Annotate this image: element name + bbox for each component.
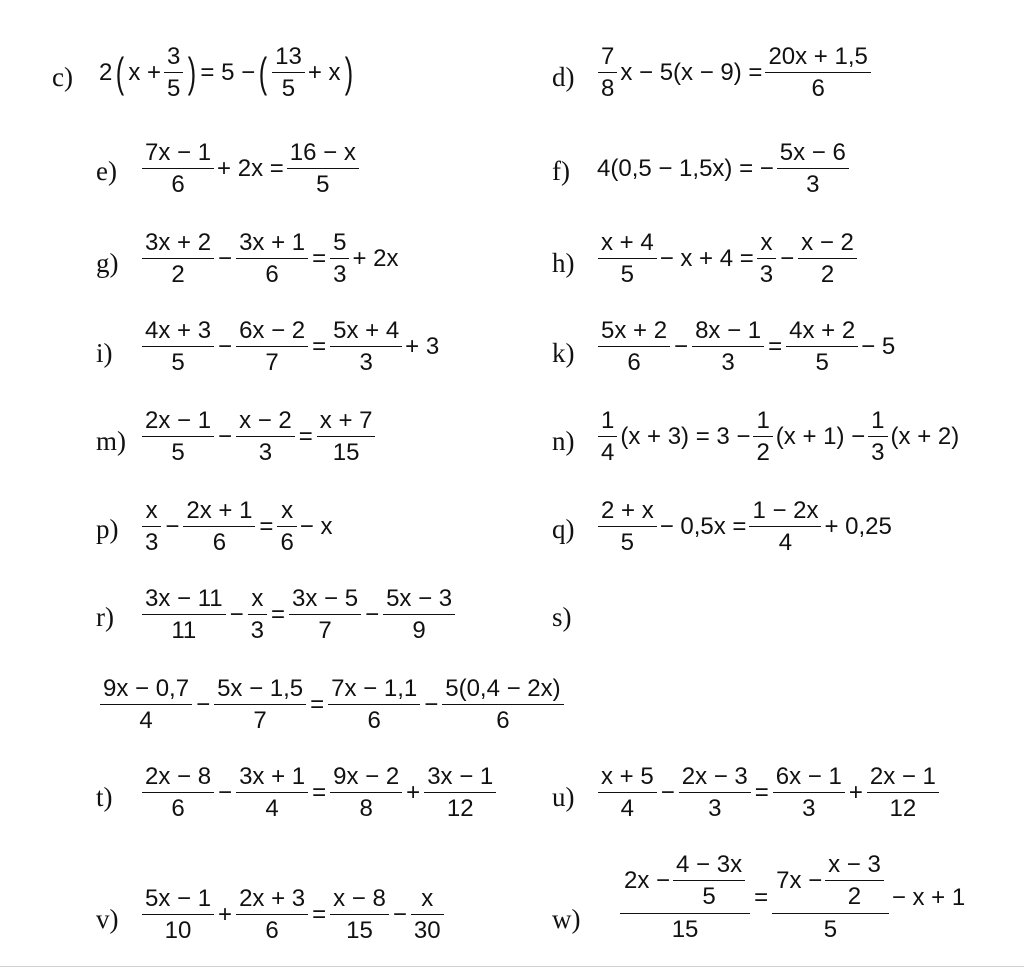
- operator: −: [196, 691, 211, 719]
- numerator: 2 + x: [601, 497, 654, 524]
- label-h: h): [552, 248, 575, 278]
- denominator: 5: [786, 346, 858, 376]
- term: − x + 1: [891, 883, 966, 911]
- operator: −: [229, 601, 244, 629]
- denominator: 6: [277, 526, 296, 556]
- term: 2: [99, 59, 113, 87]
- label-r: r): [96, 602, 114, 632]
- fraction: [777, 140, 849, 199]
- equation-h: [596, 230, 859, 289]
- label-v: v): [96, 904, 119, 934]
- numerator: 2x − 1: [869, 763, 936, 790]
- denominator: 3: [330, 258, 349, 288]
- label-t: t): [96, 782, 113, 812]
- fraction: [248, 586, 267, 645]
- term: + 2x =: [217, 155, 284, 183]
- numerator: 6x − 2: [239, 317, 306, 344]
- operator: −: [165, 513, 180, 541]
- numerator: x: [421, 885, 434, 912]
- fraction: [287, 140, 359, 199]
- denominator: 15: [317, 436, 376, 466]
- numerator: 7x − 1: [145, 139, 212, 166]
- fraction: [383, 586, 455, 645]
- equation-s: [98, 676, 566, 735]
- denominator: 6: [598, 346, 670, 376]
- label-n: n): [552, 426, 575, 456]
- equation-e: [140, 140, 361, 199]
- numerator: 5x + 2: [601, 317, 668, 344]
- numerator: 4x + 2: [789, 317, 856, 344]
- numerator: 4x + 3: [145, 317, 212, 344]
- operator: −: [218, 779, 233, 807]
- term: − x + 4 =: [659, 245, 754, 273]
- numerator: 3x − 5: [292, 585, 359, 612]
- numerator: 13: [275, 43, 302, 70]
- fraction: [214, 676, 306, 735]
- denominator: 5: [598, 526, 657, 556]
- fraction: [236, 764, 308, 823]
- term: − 5: [861, 333, 896, 361]
- term: + 2x: [352, 245, 399, 273]
- operator: =: [312, 779, 327, 807]
- denominator: 5: [287, 168, 359, 198]
- fraction: [142, 886, 214, 945]
- numerator: 7: [601, 43, 615, 70]
- equation-g: [140, 230, 400, 289]
- numerator: 8x − 1: [695, 317, 762, 344]
- numerator: 2x − 8: [145, 763, 212, 790]
- fraction: [236, 408, 295, 467]
- fraction: [142, 764, 214, 823]
- term: 4(0,5 − 1,5x) = −: [597, 155, 774, 183]
- numerator: 3: [167, 43, 181, 70]
- denominator: 3: [773, 792, 845, 822]
- denominator: 6: [142, 168, 214, 198]
- equation-q: [596, 498, 893, 557]
- numerator: x + 4: [601, 229, 654, 256]
- numerator: x: [760, 229, 773, 256]
- operator: −: [365, 601, 380, 629]
- label-p: p): [96, 514, 119, 544]
- term: + 3: [405, 333, 440, 361]
- denominator: 7: [289, 614, 361, 644]
- numerator: 1 − 2x: [752, 497, 819, 524]
- denominator: 3: [236, 436, 295, 466]
- fraction: [673, 852, 745, 911]
- operator: =: [310, 691, 325, 719]
- operator: =: [312, 901, 327, 929]
- fraction: [867, 764, 939, 823]
- denominator: 5: [142, 346, 214, 376]
- numerator: 9x − 2: [333, 763, 400, 790]
- numerator: 3x + 1: [239, 763, 306, 790]
- numerator: 1: [756, 407, 770, 434]
- operator: −: [674, 333, 689, 361]
- paren: (: [116, 49, 125, 97]
- denominator: 5: [272, 72, 305, 102]
- operator: +: [406, 779, 421, 807]
- fraction: [598, 318, 670, 377]
- fraction: [142, 140, 214, 199]
- term: + 0,25: [824, 513, 892, 541]
- term: 7x −: [776, 867, 823, 895]
- label-i: i): [96, 338, 113, 368]
- equation-r: [140, 586, 457, 645]
- denominator: 6: [328, 704, 420, 734]
- paren: (: [258, 49, 268, 97]
- denominator: 3: [679, 792, 751, 822]
- numerator: 16 − x: [289, 139, 356, 166]
- fraction: [753, 408, 772, 467]
- page-bottom-edge: [0, 966, 1024, 967]
- denominator: 6: [183, 526, 255, 556]
- term: − x: [299, 513, 333, 541]
- fraction: [317, 408, 376, 467]
- numerator: 5x − 1,5: [217, 675, 304, 702]
- operator: =: [298, 423, 313, 451]
- denominator: 7: [214, 704, 306, 734]
- equation-p: [140, 498, 333, 557]
- fraction: [277, 498, 296, 557]
- numerator: x − 8: [333, 885, 386, 912]
- label-u: u): [552, 782, 575, 812]
- denominator: 3: [142, 526, 161, 556]
- denominator: 3: [777, 168, 849, 198]
- operator: −: [392, 901, 407, 929]
- denominator: 2: [825, 880, 884, 910]
- equation-d: [596, 44, 873, 103]
- numerator: x + 7: [319, 407, 373, 434]
- fraction: [749, 498, 821, 557]
- operator: +: [218, 901, 233, 929]
- fraction: [272, 44, 305, 103]
- fraction: [142, 586, 226, 645]
- term: + x: [307, 59, 341, 87]
- numerator: 4 − 3x: [676, 851, 743, 878]
- fraction: [598, 230, 657, 289]
- fraction: [330, 886, 389, 945]
- numerator: 20x + 1,5: [768, 43, 868, 70]
- operator: −: [218, 245, 233, 273]
- label-d: d): [552, 62, 575, 92]
- fraction: [765, 44, 870, 103]
- fraction: [773, 764, 845, 823]
- numerator: x − 2: [239, 407, 292, 434]
- numerator: 5x + 4: [333, 317, 400, 344]
- fraction: [330, 230, 349, 289]
- fraction: [164, 44, 183, 103]
- operator: =: [312, 333, 327, 361]
- denominator: 2: [142, 258, 214, 288]
- fraction: [142, 230, 214, 289]
- fraction: [236, 886, 308, 945]
- equation-n: [596, 408, 960, 467]
- denominator: 15: [620, 913, 750, 943]
- denominator: 6: [236, 914, 308, 944]
- operator: =: [754, 883, 769, 911]
- term: − 0,5x =: [659, 513, 747, 541]
- fraction: [442, 676, 563, 735]
- operator: −: [218, 333, 233, 361]
- numerator: 9x − 0,7: [103, 675, 190, 702]
- label-w: w): [552, 904, 581, 934]
- label-k: k): [552, 338, 575, 368]
- denominator: 3: [248, 614, 267, 644]
- equation-w: [618, 852, 966, 943]
- denominator: 3: [330, 346, 402, 376]
- numerator: 5x − 1: [145, 885, 212, 912]
- equation-u: [596, 764, 941, 823]
- fraction: [236, 318, 308, 377]
- denominator: 5: [673, 880, 745, 910]
- numerator: 5x − 6: [779, 139, 846, 166]
- denominator: 15: [330, 914, 389, 944]
- denominator: 2: [798, 258, 857, 288]
- numerator: 2x + 1: [186, 497, 253, 524]
- fraction: [825, 852, 884, 911]
- equation-c: [98, 44, 356, 103]
- denominator: 5: [142, 436, 214, 466]
- fraction: [142, 318, 214, 377]
- denominator: 3: [757, 258, 776, 288]
- label-c: c): [52, 62, 73, 92]
- operator: −: [424, 691, 439, 719]
- numerator: 1: [871, 407, 885, 434]
- fraction: [598, 764, 657, 823]
- numerator: 5(0,4 − 2x): [445, 675, 561, 702]
- denominator: 6: [442, 704, 563, 734]
- fraction: [692, 318, 764, 377]
- operator: =: [312, 245, 327, 273]
- equation-v: [140, 886, 446, 945]
- numerator: 6x − 1: [775, 763, 842, 790]
- denominator: 7: [236, 346, 308, 376]
- term: (x + 3) = 3 −: [620, 423, 751, 451]
- fraction: [330, 764, 402, 823]
- fraction: [598, 44, 617, 103]
- numerator: 3x + 2: [145, 229, 212, 256]
- denominator: 4: [100, 704, 192, 734]
- denominator: 6: [236, 258, 308, 288]
- denominator: 3: [868, 436, 887, 466]
- fraction: [868, 408, 887, 467]
- compound-fraction: [620, 852, 750, 943]
- denominator: 9: [383, 614, 455, 644]
- label-s: s): [552, 602, 572, 632]
- fraction: [786, 318, 858, 377]
- denominator: 10: [142, 914, 214, 944]
- equation-m: [140, 408, 377, 467]
- term: x +: [128, 59, 162, 87]
- numerator: x − 3: [828, 851, 881, 878]
- numerator: [772, 852, 889, 913]
- label-m: m): [96, 426, 126, 456]
- term: 2x −: [624, 867, 671, 895]
- equation-t: [140, 764, 498, 823]
- fraction: [142, 408, 214, 467]
- numerator: x: [281, 497, 294, 524]
- denominator: 8: [598, 72, 617, 102]
- numerator: x + 5: [601, 763, 654, 790]
- equation-f: [596, 140, 851, 199]
- fraction: [183, 498, 255, 557]
- operator: +: [848, 779, 863, 807]
- operator: −: [218, 423, 233, 451]
- label-q: q): [552, 514, 575, 544]
- denominator: 6: [142, 792, 214, 822]
- fraction: [100, 676, 192, 735]
- denominator: 2: [753, 436, 772, 466]
- denominator: 12: [867, 792, 939, 822]
- fraction: [330, 318, 402, 377]
- numerator: 3x + 1: [239, 229, 306, 256]
- denominator: 5: [598, 258, 657, 288]
- denominator: 12: [424, 792, 496, 822]
- numerator: x − 2: [801, 229, 854, 256]
- term: = 5 −: [200, 59, 256, 87]
- fraction: [411, 886, 444, 945]
- label-f: f): [552, 156, 570, 186]
- operator: =: [271, 601, 286, 629]
- fraction: [424, 764, 496, 823]
- fraction: [598, 498, 657, 557]
- numerator: 5: [333, 229, 347, 256]
- numerator: x: [251, 585, 264, 612]
- fraction: [679, 764, 751, 823]
- equation-k: [596, 318, 896, 377]
- paren: ): [188, 49, 197, 97]
- numerator: 1: [601, 407, 615, 434]
- numerator: 3x − 11: [145, 585, 223, 612]
- numerator: 3x − 1: [427, 763, 494, 790]
- fraction: [289, 586, 361, 645]
- fraction: [757, 230, 776, 289]
- operator: =: [259, 513, 274, 541]
- fraction: [798, 230, 857, 289]
- term: (x + 1) −: [775, 423, 866, 451]
- numerator: 2x − 1: [145, 407, 212, 434]
- operator: −: [780, 245, 795, 273]
- denominator: 4: [598, 436, 617, 466]
- denominator: 30: [411, 914, 444, 944]
- paren: ): [344, 49, 353, 97]
- denominator: 4: [749, 526, 821, 556]
- compound-fraction: [772, 852, 889, 943]
- numerator: 2x + 3: [239, 885, 306, 912]
- label-g: g): [96, 248, 119, 278]
- fraction: [598, 408, 617, 467]
- fraction: [328, 676, 420, 735]
- numerator: 5x − 3: [386, 585, 453, 612]
- operator: =: [768, 333, 783, 361]
- fraction: [142, 498, 161, 557]
- equation-i: [140, 318, 440, 377]
- denominator: 6: [765, 72, 870, 102]
- denominator: 4: [598, 792, 657, 822]
- denominator: 8: [330, 792, 402, 822]
- denominator: 5: [772, 913, 889, 943]
- numerator: x: [145, 497, 158, 524]
- numerator: 2x − 3: [681, 763, 748, 790]
- denominator: 11: [142, 614, 226, 644]
- term: (x + 2): [890, 423, 960, 451]
- term: x − 5(x − 9) =: [620, 59, 763, 87]
- numerator: 7x − 1,1: [331, 675, 418, 702]
- numerator: [620, 852, 750, 913]
- denominator: 5: [164, 72, 183, 102]
- label-e: e): [96, 156, 117, 186]
- denominator: 3: [692, 346, 764, 376]
- denominator: 4: [236, 792, 308, 822]
- operator: −: [660, 779, 675, 807]
- fraction: [236, 230, 308, 289]
- operator: =: [754, 779, 769, 807]
